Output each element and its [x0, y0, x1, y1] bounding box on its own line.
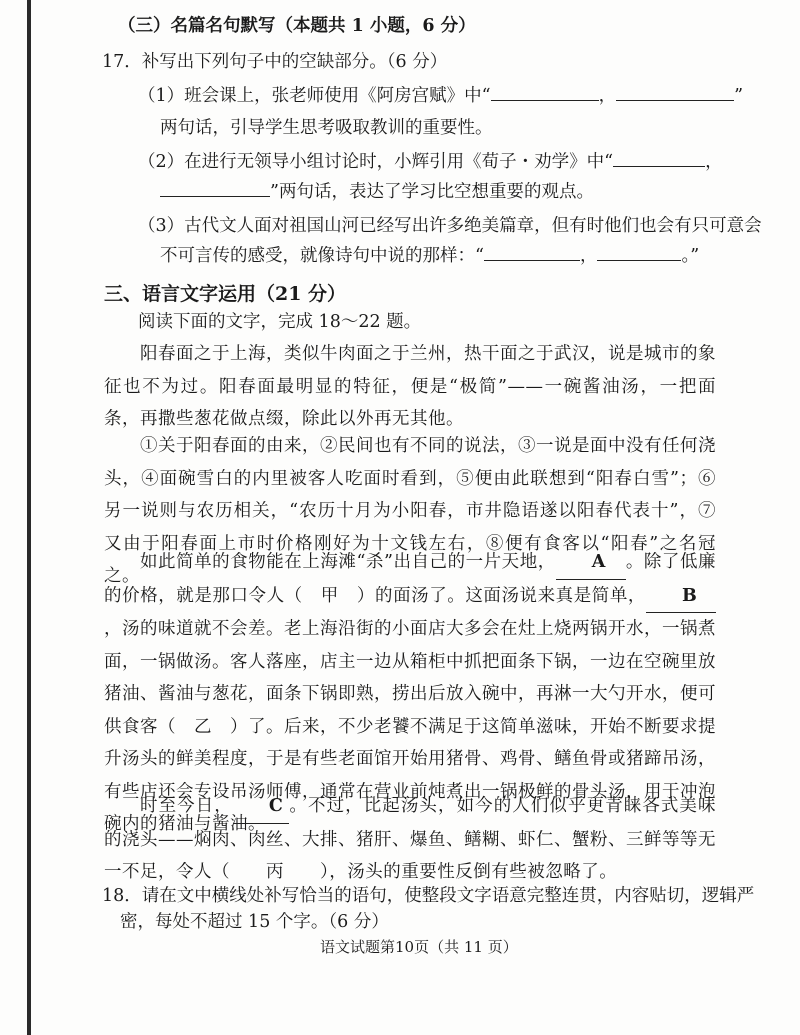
question-18-line-2: 密，每处不超过 15 个字。（6 分）: [120, 912, 389, 932]
passage-paragraph-4: 时至今日， C 。不过，比起汤头，如今的人们似乎更青睐各式美味的浇头——焖肉、肉丝、大排、猪肝、爆鱼、鳝糊、虾仁、蟹粉、三鲜等等无一不足，令人（ 丙 ），汤头的重要性反倒有些被忽略了。: [104, 790, 716, 889]
passage-blank-c[interactable]: C: [233, 790, 289, 824]
reading-instruction: 阅读下面的文字，完成 18～22 题。: [138, 312, 422, 332]
answer-blank[interactable]: [491, 84, 599, 101]
page-edge-line: [27, 0, 31, 1035]
answer-blank[interactable]: [613, 150, 705, 167]
section-subtitle: （三）名篇名句默写（本题共 1 小题，6 分）: [118, 16, 476, 36]
question-17-item-2: （2）在进行无领导小组讨论时，小辉引用《荀子・劝学》中“ ，: [138, 152, 723, 172]
passage-blank-b[interactable]: B: [646, 580, 716, 614]
question-17-item-1-cont: 两句话，引导学生思考吸取教训的重要性。: [160, 118, 493, 138]
answer-blank[interactable]: [616, 84, 734, 101]
passage-paragraph-3: 如此简单的食物能在上海滩“杀”出自己的一片天地， A 。除了低廉的价格，就是那口令人（ 甲 ）的面汤了。这面汤说来真是简单， B，汤的味道就不会差。老上海沿街的小面店大多会在灶上烧两锅开水，一锅煮面，一锅做汤。客人落座，店主一边从箱柜中抓把面条下锅，一边在空碗里放猪油、酱油与葱花，面条下锅即熟，捞出后放入碗中，再淋一大勺开水，便可供食客（ 乙 ）了。后来，不少老饕不满足于这简单滋味，开始不断要求提升汤头的鲜美程度，于是有些老面馆开始用猪骨、鸡骨、鳝鱼骨或猪蹄吊汤，有些店还会专设吊汤师傅，通常在营业前炖煮出一锅极鲜的骨头汤，用于冲泡碗内的猪油与酱油。: [104, 546, 716, 841]
section-three-title: 三、语言文字运用（21 分）: [104, 283, 347, 305]
question-17-item-2-cont: ”两句话，表达了学习比空想重要的观点。: [160, 180, 594, 204]
page-footer: 语文试题第10页（共 11 页）: [320, 938, 518, 956]
answer-blank[interactable]: [597, 244, 681, 261]
question-17-item-1: （1）班会课上，张老师使用《阿房宫赋》中“ ， ”: [138, 86, 744, 106]
question-17-stem: 17．补写出下列句子中的空缺部分。（6 分）: [102, 52, 448, 72]
passage-blank-a[interactable]: A: [556, 546, 626, 580]
question-17-item-3-cont: 不可言传的感受，就像诗句中说的那样：“ ， 。”: [160, 246, 700, 266]
answer-blank[interactable]: [484, 244, 580, 261]
question-18-line-1: 18．请在文中横线处补写恰当的语句，使整段文字语意完整连贯，内容贴切，逻辑严: [102, 886, 755, 906]
passage-paragraph-2: ①关于阳春面的由来，②民间也有不同的说法，③一说是面中没有任何浇头，④面碗雪白的内里被客人吃面时看到，⑤便由此联想到“阳春白雪”；⑥另一说则与农历相关，“农历十月为小阳春，市井隐语遂以阳春代表十”，⑦又由于阳春面上市时价格刚好为十文钱左右，⑧便有食客以“阳春”之名冠之。: [104, 436, 716, 586]
question-17-item-3: （3）古代文人面对祖国山河已经写出许多绝美篇章，但有时他们也会有只可意会: [138, 216, 762, 236]
answer-blank[interactable]: [160, 180, 270, 197]
passage-paragraph-1: 阳春面之于上海，类似牛肉面之于兰州，热干面之于武汉，说是城市的象征也不为过。阳春面最明显的特征，便是“极简”——一碗酱油汤，一把面条，再撒些葱花做点缀，除此以外再无其他。: [104, 344, 716, 429]
